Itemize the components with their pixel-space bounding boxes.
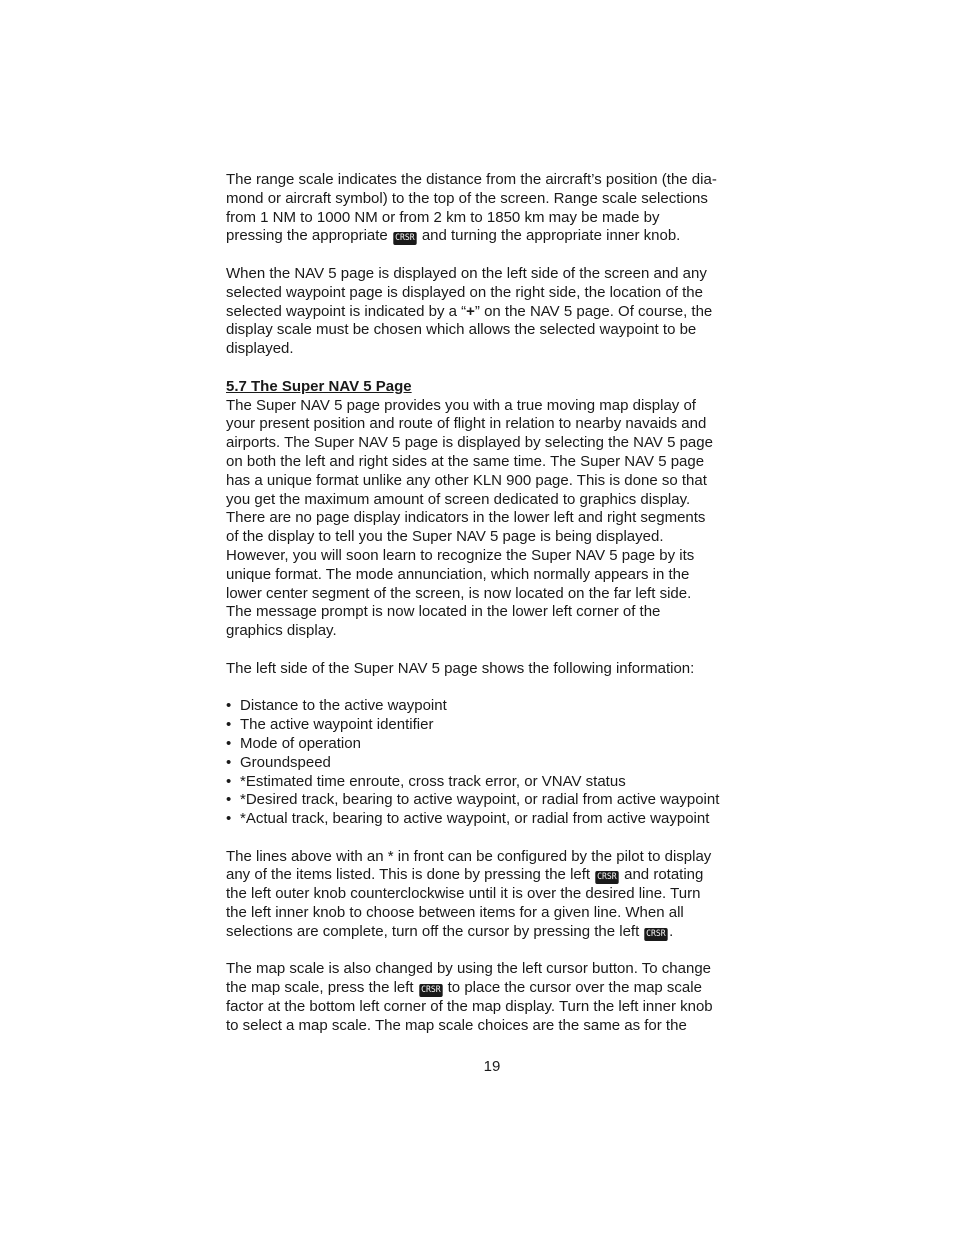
text-line: The Super NAV 5 page provides you with a true moving map display of [226, 396, 696, 414]
text-line: graphics display. [226, 622, 337, 640]
plus-symbol: + [466, 302, 475, 320]
text-fragment: and turning the appropriate inner knob. [421, 227, 681, 245]
bullet-icon: • [226, 734, 232, 752]
info-bullet-list [226, 697, 746, 829]
section-heading: 5.7 The Super NAV 5 Page [226, 377, 412, 395]
text-line: The message prompt is now located in the lower left corner of the [226, 603, 661, 621]
text-line: mond or aircraft symbol) to the top of the screen. Range scale selections [226, 189, 708, 207]
list-item [226, 791, 746, 810]
crsr-key-icon: CRSR [395, 233, 415, 244]
text-line: displayed. [226, 340, 294, 358]
left-side-intro-paragraph [226, 660, 746, 679]
list-item [226, 716, 746, 735]
text-line: has a unique format unlike any other KLN 900 page. This is done so that [226, 471, 707, 489]
text-line: factor at the bottom left corner of the map display. Turn the left inner knob [226, 998, 713, 1016]
list-item [226, 810, 746, 829]
text-line: The lines above with an * in front can be configured by the pilot to display [226, 847, 712, 865]
text-line: When the NAV 5 page is displayed on the left side of the screen and any [226, 264, 707, 282]
list-item [226, 697, 746, 716]
text-line: unique format. The mode annunciation, which normally appears in the [226, 565, 690, 583]
text-line: airports. The Super NAV 5 page is displayed by selecting the NAV 5 page [226, 434, 713, 452]
text-line: on both the left and right sides at the same time. The Super NAV 5 page [226, 452, 705, 470]
bullet-icon: • [226, 810, 232, 828]
text-line: the left outer knob counterclockwise until it is over the desired line. Turn [226, 885, 701, 903]
text-line: There are no page display indicators in the lower left and right segments [226, 509, 706, 527]
nav5-waypoint-paragraph [226, 265, 746, 359]
crsr-key-icon: CRSR [597, 872, 617, 883]
text-line [226, 979, 746, 998]
bullet-icon: • [226, 753, 232, 771]
list-item-text: Groundspeed [240, 753, 331, 771]
text-line: The range scale indicates the distance from the aircraft’s position (the dia- [226, 171, 717, 188]
list-item [226, 735, 746, 754]
configure-lines-paragraph [226, 848, 746, 942]
text-fragment: selections are complete, turn off the cursor by pressing the left [226, 922, 640, 940]
text-fragment: and rotating [624, 866, 704, 884]
list-item [226, 773, 746, 792]
list-item-text: *Desired track, bearing to active waypoint, or radial from active waypoint [240, 791, 720, 809]
text-fragment: the map scale, press the left [226, 979, 414, 997]
text-line [226, 923, 746, 942]
text-line: of the display to tell you the Super NAV 5 page is being displayed. [226, 528, 664, 546]
text-fragment: pressing the appropriate [226, 227, 388, 245]
text-fragment: ” on the NAV 5 page. Of course, the [474, 302, 713, 320]
text-line: display scale must be chosen which allows the selected waypoint to be [226, 321, 697, 339]
bullet-icon: • [226, 772, 232, 790]
text-line: your present position and route of flight in relation to nearby navaids and [226, 415, 707, 433]
text-line: The left side of the Super NAV 5 page shows the following information: [226, 659, 695, 677]
text-line: lower center segment of the screen, is now located on the far left side. [226, 584, 692, 602]
text-line: to select a map scale. The map scale choices are the same as for the [226, 1016, 687, 1034]
list-item-text: Mode of operation [240, 734, 361, 752]
list-item-text: Distance to the active waypoint [240, 697, 447, 715]
text-fragment: . [669, 922, 674, 940]
map-scale-paragraph [226, 960, 746, 1035]
list-item-text: *Actual track, bearing to active waypoint, or radial from active waypoint [240, 810, 710, 828]
crsr-key-icon: CRSR [646, 928, 667, 939]
text-fragment: selected waypoint is indicated by a “ [226, 302, 467, 320]
page-body [226, 171, 746, 1054]
crsr-key-icon: CRSR [420, 985, 441, 996]
list-item-text: *Estimated time enroute, cross track error, or VNAV status [240, 772, 626, 790]
bullet-icon: • [226, 716, 232, 734]
text-line: However, you will soon learn to recognize the Super NAV 5 page by its [226, 546, 695, 564]
text-line [226, 303, 746, 322]
bullet-icon: • [226, 697, 232, 715]
super-nav5-paragraph [226, 397, 746, 641]
text-line: from 1 NM to 1000 NM or from 2 km to 1850 km may be made by [226, 208, 660, 226]
text-line: you get the maximum amount of screen dedicated to graphics display. [226, 490, 691, 508]
text-line [226, 227, 746, 246]
page-number: 19 [483, 1058, 501, 1075]
list-item [226, 754, 746, 773]
text-fragment: to place the cursor over the map scale [447, 979, 702, 997]
text-line: selected waypoint page is displayed on the right side, the location of the [226, 283, 703, 301]
text-fragment: any of the items listed. This is done by pressing the left [226, 866, 591, 884]
text-line [226, 866, 746, 885]
text-line: the left inner knob to choose between items for a given line. When all [226, 904, 684, 922]
text-line: The map scale is also changed by using the left cursor button. To change [226, 960, 712, 978]
list-item-text: The active waypoint identifier [240, 716, 434, 734]
bullet-icon: • [226, 791, 232, 809]
range-scale-paragraph [226, 171, 746, 246]
